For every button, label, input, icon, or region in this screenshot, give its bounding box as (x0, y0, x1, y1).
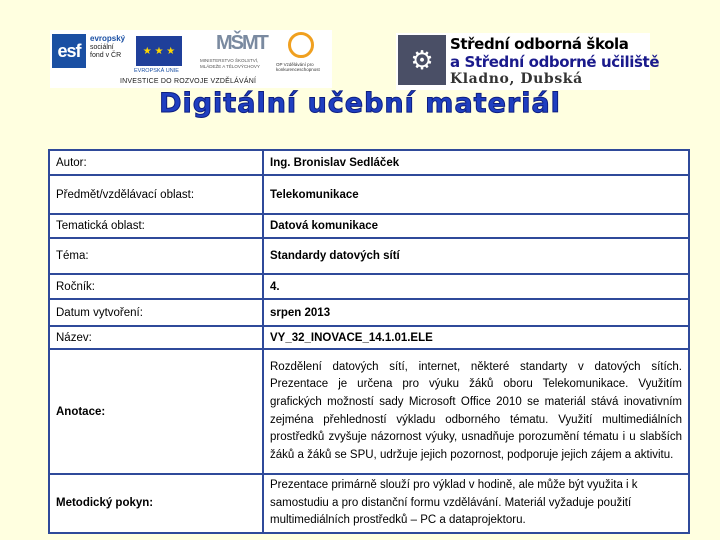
row-label: Tematická oblast: (49, 214, 263, 238)
school-name-line3: Kladno, Dubská (450, 71, 583, 87)
row-value: Telekomunikace (263, 175, 689, 214)
row-label: Datum vytvoření: (49, 299, 263, 326)
investice-slogan: INVESTICE DO ROZVOJE VZDĚLÁVÁNÍ (120, 78, 257, 85)
page-title: Digitální učební materiál (159, 88, 561, 119)
school-name-line2: a Střední odborné učiliště (450, 53, 660, 71)
row-value: Ing. Bronislav Sedláček (263, 150, 689, 175)
msmt-logo (200, 32, 270, 76)
annotation-text: Rozdělení datových sítí, internet, některé standarty v datových sítích. Prezentace je určena pro výuku žáků oboru Telekomunikace. Využitím grafických možností sady Microsoft Office 2010 se materiál stává inovativním zejména přehledností výkladu odborného tématu. Využití multimediálních prostředků zvyšuje názornost výuky, usnadňuje porozumění tématu i u slabších žáků a žáků se SPU, udržuje jejich pozornost, podporuje jejich zájem a aktivitu. (263, 349, 689, 474)
table-row (49, 214, 689, 238)
op-text: OP Vzdělávání pro konkurenceschopnost (276, 62, 320, 72)
op-mark-icon (288, 32, 314, 58)
esf-line1: evropský (90, 34, 126, 43)
table-row (49, 474, 689, 533)
school-logo (396, 33, 660, 90)
row-value: Datová komunikace (263, 214, 689, 238)
school-crest-icon: ⚙ (398, 35, 446, 85)
eu-flag-icon: ★ ★ ★ (136, 36, 182, 66)
row-label: Anotace: (49, 349, 263, 474)
methodology-text: Prezentace primárně slouží pro výklad v hodině, ale může být využita i k samostudiu a pro distanční formu vzdělávání. Materiál vyžaduje použití multimediálních prostředků – PC a dataprojektoru. (263, 474, 689, 533)
row-value: 4. (263, 274, 689, 299)
table-row (49, 349, 689, 474)
msmt-text: MINISTERSTVO ŠKOLSTVÍ, MLÁDEŽE A TĚLOVÝCHOVY (200, 58, 260, 69)
row-label: Předmět/vzdělávací oblast: (49, 175, 263, 214)
table-row (49, 175, 689, 214)
esf-line3: fond v ČR (90, 52, 122, 59)
table-row (49, 326, 689, 349)
esf-logo (52, 32, 132, 76)
esf-line2: sociální (90, 44, 114, 51)
table-row (49, 238, 689, 274)
row-label: Název: (49, 326, 263, 349)
table-row (49, 274, 689, 299)
eu-label: EVROPSKÁ UNIE (134, 68, 179, 74)
table-row (49, 299, 689, 326)
table-row (49, 150, 689, 175)
row-label: Ročník: (49, 274, 263, 299)
school-name-line1: Střední odborná škola (450, 35, 629, 53)
row-value: srpen 2013 (263, 299, 689, 326)
op-logo (276, 32, 330, 76)
row-label: Téma: (49, 238, 263, 274)
row-value: Standardy datových sítí (263, 238, 689, 274)
esf-text (90, 35, 125, 60)
row-label: Autor: (49, 150, 263, 175)
row-label: Metodický pokyn: (49, 474, 263, 533)
partner-logos (50, 30, 332, 88)
metadata-table (48, 149, 690, 534)
esf-mark: esf (52, 34, 86, 68)
row-value: VY_32_INOVACE_14.1.01.ELE (263, 326, 689, 349)
msmt-mark: MŠMT (216, 32, 267, 54)
